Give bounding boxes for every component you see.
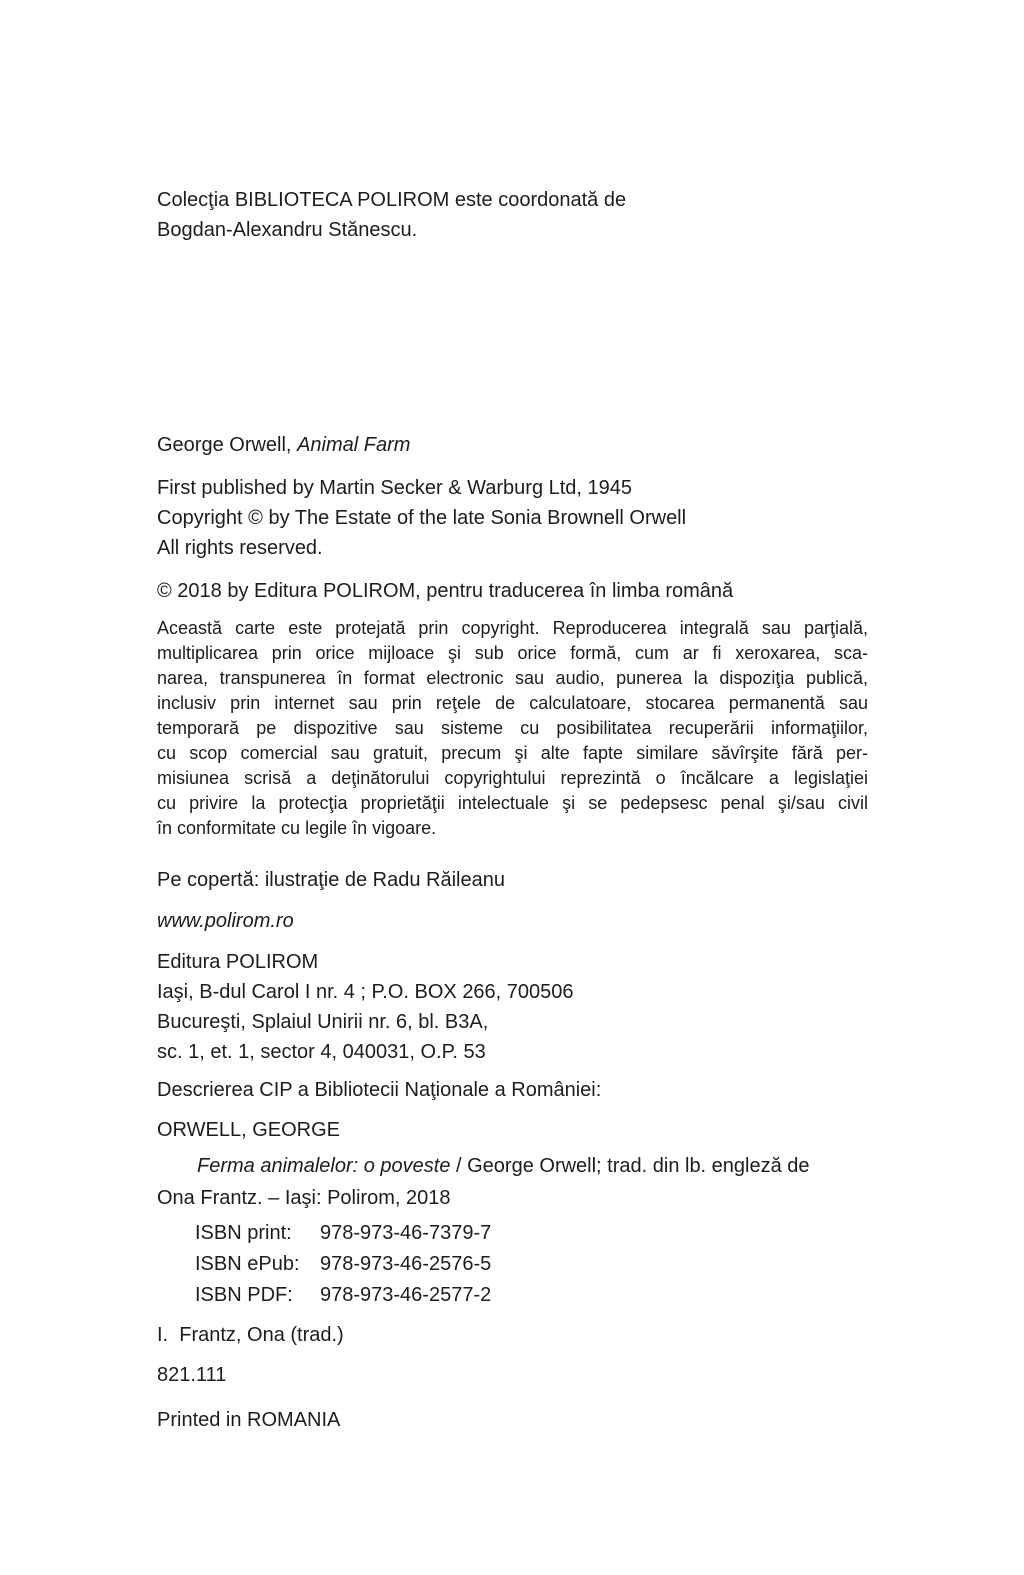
publisher-name: Editura POLIROM [157, 951, 319, 973]
cip-entry-rest: / George Orwell; trad. din lb. engleză de [450, 1155, 810, 1177]
isbn-print-value: 978-973-46-7379-7 [320, 1222, 492, 1244]
legal-notice-line: cu privire la protecţia proprietăţii intelectuale şi se pedepsesc penal şi/sau civil [157, 793, 868, 813]
cip-entry-title: Ferma animalelor: o poveste [197, 1155, 451, 1177]
isbn-row [195, 1249, 868, 1280]
legal-notice-line: multiplicarea prin orice mijloace şi sub orice formă, cum ar fi xeroxarea, sca- [157, 643, 868, 663]
legal-notice-line: temporară pe dispozitive sau sisteme cu posibilitatea recuperării informaţiilor, [157, 718, 868, 738]
publisher-address-line: Bucureşti, Splaiul Unirii nr. 6, bl. B3A, [157, 1011, 489, 1033]
publisher-address-line: Iaşi, B-dul Carol I nr. 4 ; P.O. BOX 266, 700506 [157, 981, 574, 1003]
original-edition-line-2: Copyright © by The Estate of the late Sonia Brownell Orwell [157, 507, 687, 529]
publisher-website: www.polirom.ro [157, 910, 294, 932]
isbn-row [195, 1280, 868, 1311]
legal-notice [157, 616, 868, 841]
legal-notice-line: narea, transpunerea în format electronic sau audio, punerea la dispoziţia publică, [157, 668, 868, 688]
cip-entry [157, 1150, 868, 1214]
legal-notice-line: cu scop comercial sau gratuit, precum şi alte fapte similare săvîrşite fără per- [157, 743, 868, 763]
collection-note-line-1: Colecţia BIBLIOTECA POLIROM este coordonată de [157, 189, 627, 211]
cip-entry-line-2: Ona Frantz. – Iaşi: Polirom, 2018 [157, 1187, 451, 1209]
romanian-copyright-notice: © 2018 by Editura POLIROM, pentru traducerea în limba română [157, 580, 734, 602]
cip-entry-line-1 [157, 1150, 868, 1182]
isbn-print-label: ISBN print: [195, 1222, 292, 1244]
isbn-pdf-label: ISBN PDF: [195, 1284, 293, 1306]
isbn-list [195, 1218, 868, 1311]
publisher-address-line: sc. 1, et. 1, sector 4, 040031, O.P. 53 [157, 1041, 486, 1063]
original-edition-notice [157, 473, 868, 563]
isbn-epub-label: ISBN ePub: [195, 1253, 300, 1275]
original-edition-line-3: All rights reserved. [157, 537, 323, 559]
book-title: Animal Farm [297, 434, 411, 456]
book-title-line [157, 430, 868, 460]
legal-notice-line: misiunea scrisă a deţinătorului copyrightului reprezintă o încălcare a legislaţiei [157, 768, 868, 788]
legal-notice-line: în conformitate cu legile în vigoare. [157, 818, 437, 838]
printed-in-notice: Printed in ROMANIA [157, 1409, 341, 1431]
isbn-pdf-value: 978-973-46-2577-2 [320, 1284, 492, 1306]
book-author: George Orwell, [157, 434, 298, 456]
publisher-address [157, 947, 868, 1067]
collection-note [157, 185, 868, 245]
collection-note-line-2: Bogdan-Alexandru Stănescu. [157, 219, 418, 241]
original-edition-line-1: First published by Martin Secker & Warburg Ltd, 1945 [157, 477, 633, 499]
legal-notice-line: Această carte este protejată prin copyright. Reproducerea integrală sau parţială, [157, 618, 868, 638]
isbn-epub-value: 978-973-46-2576-5 [320, 1253, 492, 1275]
cip-heading: Descrierea CIP a Bibliotecii Naţionale a României: [157, 1079, 602, 1101]
cover-credit: Pe copertă: ilustraţie de Radu Răileanu [157, 869, 505, 891]
translator-entry: I. Frantz, Ona (trad.) [157, 1324, 344, 1346]
isbn-row [195, 1218, 868, 1249]
cip-author: ORWELL, GEORGE [157, 1119, 341, 1141]
legal-notice-line: inclusiv prin internet sau prin reţele de calculatoare, stocarea permanentă sau [157, 693, 868, 713]
udc-number: 821.111 [157, 1364, 227, 1386]
